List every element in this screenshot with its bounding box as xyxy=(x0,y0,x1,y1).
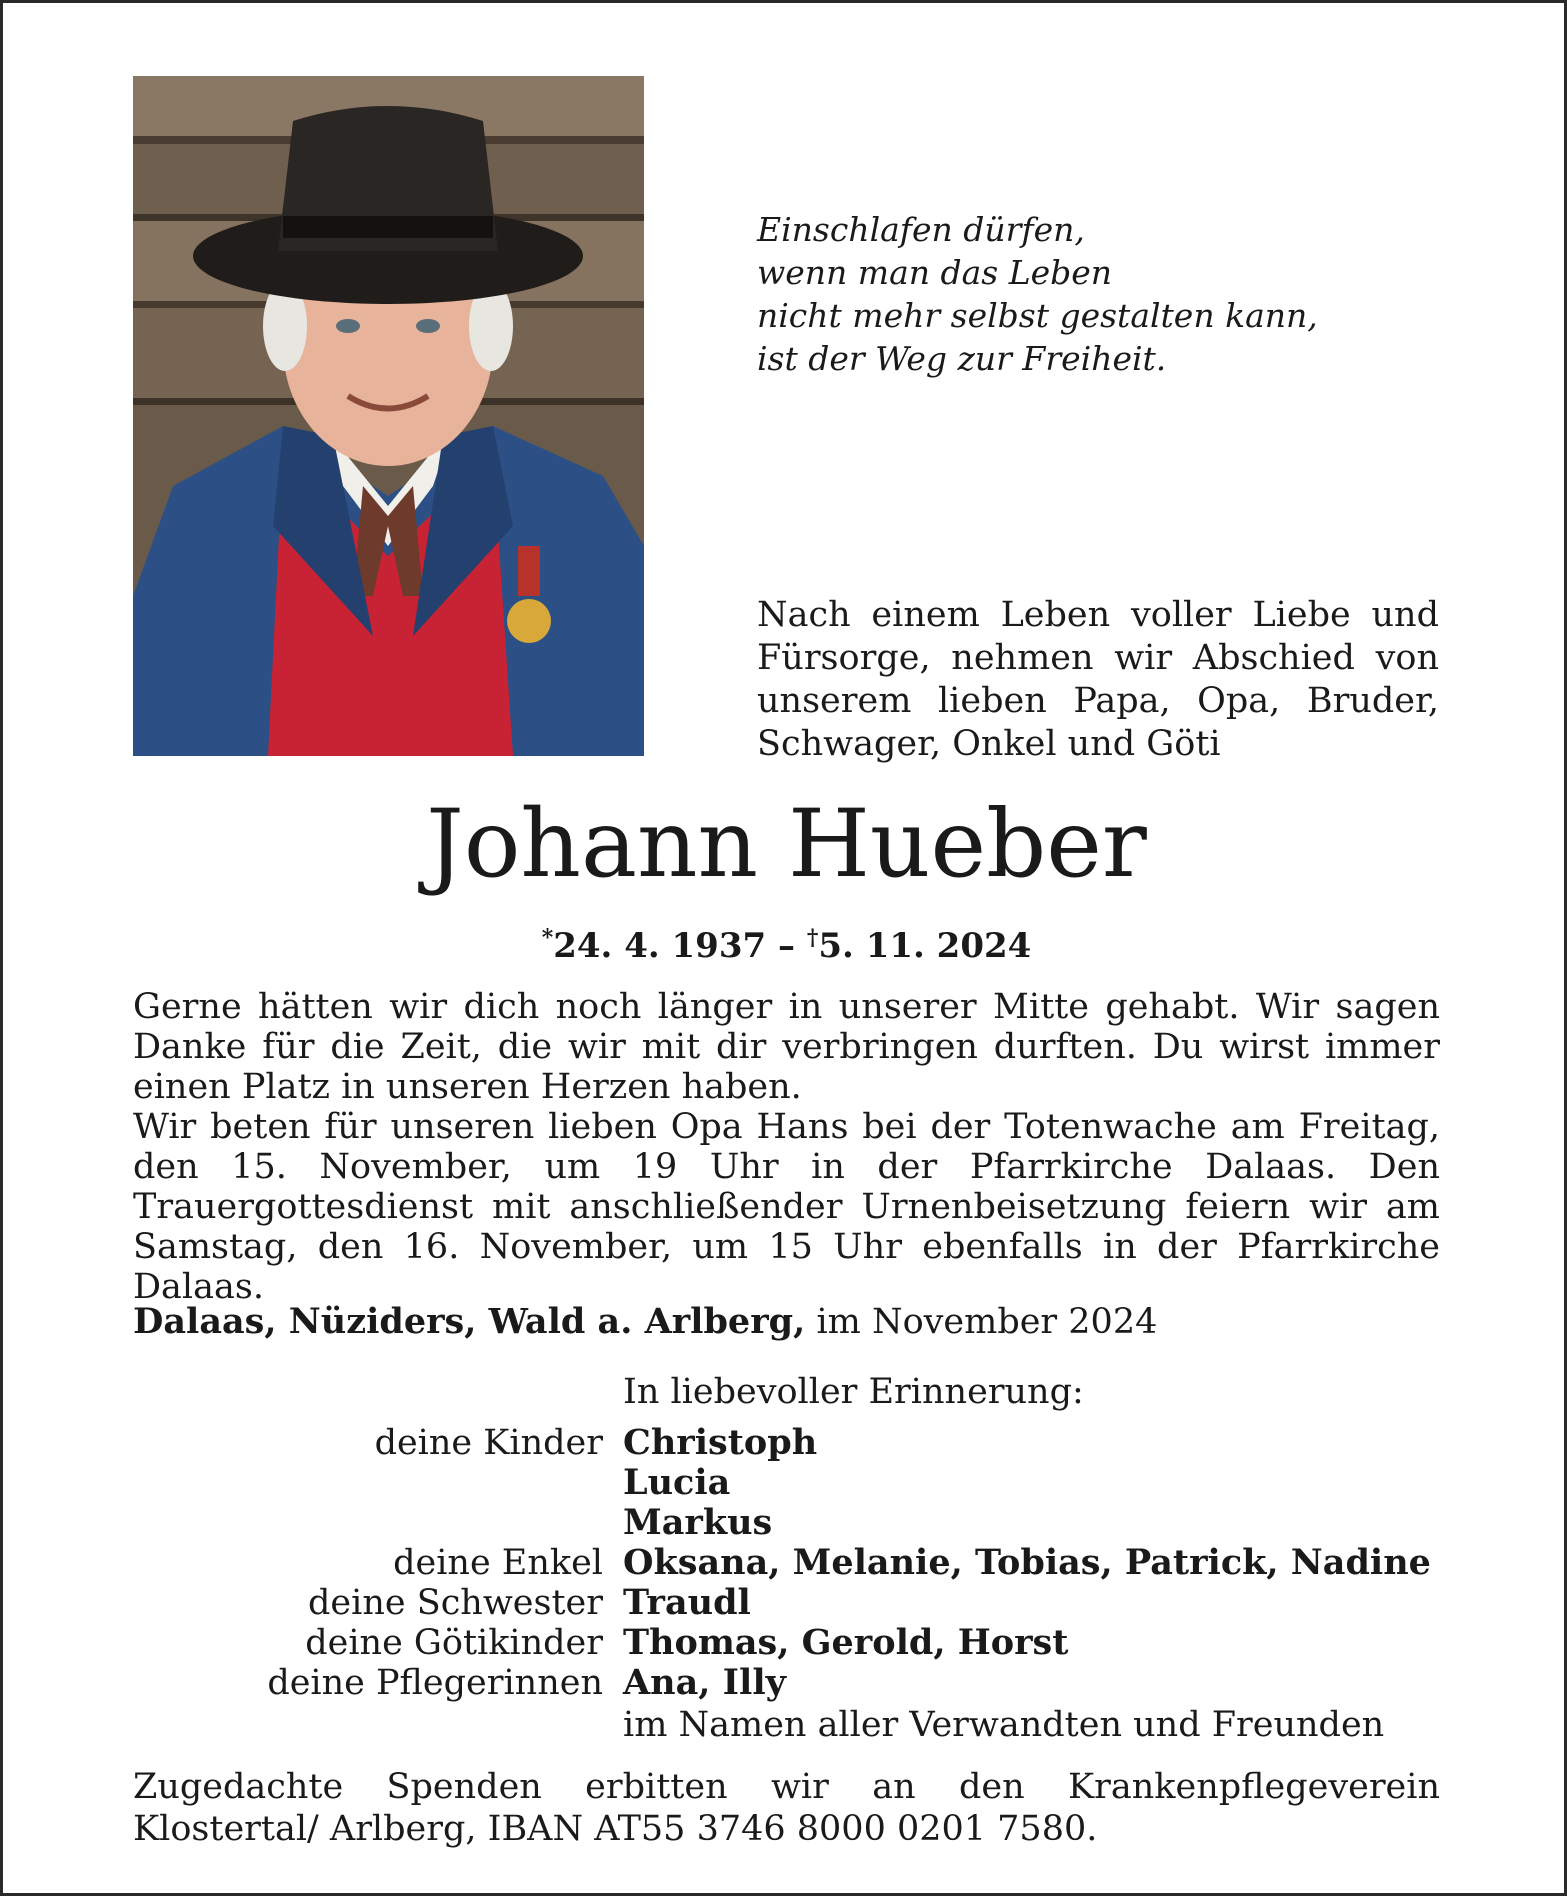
family-members: Markus xyxy=(623,1502,773,1543)
place-locations: Dalaas, Nüziders, Wald a. Arlberg, xyxy=(133,1301,806,1342)
death-symbol: † xyxy=(806,925,819,951)
family-members: Ana, Illy xyxy=(623,1662,786,1703)
family-row xyxy=(133,1423,1453,1463)
family-row xyxy=(133,1623,1453,1663)
family-row xyxy=(133,1463,1453,1503)
donations-text: Zugedachte Spenden erbitten wir an den Krankenpflegeverein Klostertal/ Arlberg, IBAN AT55 3746 8000 0201 7580. xyxy=(133,1767,1440,1849)
date-separator: – xyxy=(766,926,807,966)
quote-line: ist der Weg zur Freiheit. xyxy=(757,339,1167,378)
memory-heading: In liebevoller Erinnerung: xyxy=(623,1372,1084,1412)
birth-symbol: * xyxy=(541,925,554,951)
family-members: Christoph xyxy=(623,1422,818,1463)
deceased-name: Johann Hueber xyxy=(426,790,1147,899)
family-row xyxy=(133,1583,1453,1623)
death-date: 5. 11. 2024 xyxy=(818,926,1032,966)
birth-date: 24. 4. 1937 xyxy=(553,926,767,966)
family-relation: deine Pflegerinnen xyxy=(267,1663,603,1703)
body-paragraph: Gerne hätten wir dich noch länger in unserer Mitte gehabt. Wir sagen Danke für die Zeit, die wir mit dir verbringen durften. Du wirst immer einen Platz in unseren Herzen haben. xyxy=(133,987,1440,1107)
family-closing: im Namen aller Verwandten und Freunden xyxy=(623,1705,1385,1745)
body-text xyxy=(133,987,1440,1307)
family-row xyxy=(133,1503,1453,1543)
portrait-photo xyxy=(133,76,644,756)
body-paragraph: Wir beten für unseren lieben Opa Hans bei der Totenwache am Freitag, den 15. November, um 19 Uhr in der Pfarrkirche Dalaas. Den Trauergottesdienst mit anschließender Urnenbeisetzung feiern wir am Samstag, den 16. November, um 15 Uhr ebenfalls in der Pfarrkirche Dalaas. xyxy=(133,1107,1440,1307)
quote-line: wenn man das Leben xyxy=(757,253,1113,292)
life-dates xyxy=(3,916,1567,968)
family-row xyxy=(133,1663,1453,1703)
family-relation xyxy=(133,1463,603,1503)
place-date: im November 2024 xyxy=(805,1302,1158,1342)
family-members: Thomas, Gerold, Horst xyxy=(623,1622,1069,1663)
quote-block xyxy=(757,208,1318,380)
family-members: Traudl xyxy=(623,1582,751,1623)
intro-text: Nach einem Leben voller Liebe und Fürsorge, nehmen wir Abschied von unserem lieben Papa, Opa, Bruder, Schwager, Onkel und Göti xyxy=(757,595,1439,764)
quote-line: Einschlafen dürfen, xyxy=(757,210,1085,249)
family-members: Lucia xyxy=(623,1462,731,1503)
family-row xyxy=(133,1543,1453,1583)
family-members: Oksana, Melanie, Tobias, Patrick, Nadine xyxy=(623,1542,1431,1583)
family-relation xyxy=(133,1503,603,1543)
family-relation: deine Kinder xyxy=(374,1423,603,1463)
family-relation: deine Götikinder xyxy=(305,1623,603,1663)
quote-line: nicht mehr selbst gestalten kann, xyxy=(757,296,1318,335)
family-list xyxy=(133,1423,1453,1745)
portrait-illustration xyxy=(133,76,644,756)
family-relation: deine Enkel xyxy=(393,1543,603,1583)
family-relation: deine Schwester xyxy=(308,1583,603,1623)
place-date-line xyxy=(133,1301,1443,1343)
